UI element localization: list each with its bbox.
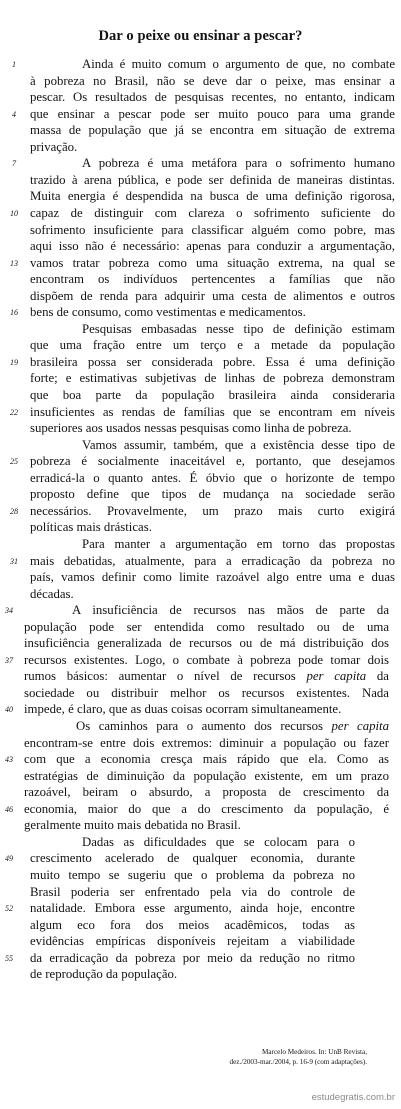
text-line: Muita energia é despendida na busca de uma definição rigorosa,: [30, 189, 395, 204]
text-line: mais debatidas, atualmente, para a erradicação da pobreza no: [30, 553, 395, 568]
text-line: estratégias de diminuição da população existente, em um prazo: [24, 768, 389, 783]
source-line: dez./2003-mar./2004, p. 16-9 (com adaptações).: [229, 1058, 367, 1066]
text-line: da erradicação da pobreza por meio da redução no ritmo: [30, 950, 355, 965]
text-line: dispõem de renda para adquirir uma cesta de alimentos e outros: [30, 288, 395, 303]
line-number: 37: [5, 655, 13, 665]
line-number: 7: [12, 159, 16, 169]
text-line: superiores aos usados nessas pesquisas como linha de pobreza.: [30, 421, 352, 436]
text-line: algum eco fora dos meios acadêmicos, todas as: [30, 917, 355, 932]
text-line: país, vamos definir como limite razoável algo entre uma e duas: [30, 570, 395, 585]
line-number: 16: [10, 308, 18, 318]
text-line: A pobreza é uma metáfora para o sofrimento humano: [82, 156, 395, 171]
text-line: bens de consumo, como vestimentas e medicamentos.: [30, 305, 306, 320]
text-line: muito tempo se sugeriu que o problema da pobreza no: [30, 867, 355, 882]
line-number: 10: [10, 208, 18, 218]
source-citation: [177, 1047, 367, 1067]
text-line: privação.: [30, 139, 78, 154]
text-line: população pode ser entendida como resultado ou de uma: [24, 619, 389, 634]
line-number: 52: [5, 904, 13, 914]
text-line: evidências empíricas disponíveis rejeitam a viabilidade: [30, 934, 355, 949]
line-number: 22: [10, 407, 18, 417]
text-line: que uma fração entre um terço e a metade da população: [30, 338, 395, 353]
text-line: pescar. Os resultados de pesquisas recentes, no entanto, indicam: [30, 90, 395, 105]
text-line: razoável, beiram o absurdo, a proposta de crescimento da: [24, 785, 389, 800]
text-line: economia, maior do que a do crescimento da população, é: [24, 801, 389, 816]
text-line: natalidade. Embora esse argumento, ainda hoje, encontre: [30, 901, 355, 916]
text-line: Vamos assumir, também, que a existência desse tipo de: [82, 437, 395, 452]
text-line: Pesquisas embasadas nesse tipo de definição estimam: [82, 321, 395, 336]
line-number: 55: [5, 953, 13, 963]
text-line: encontram os indivíduos pertencentes a famílias que não: [30, 272, 395, 287]
line-number: 25: [10, 457, 18, 467]
text-line: com que a economia cresça mais rápido que ela. Como as: [24, 752, 389, 767]
text-line: trazido à arena pública, e pode ser definida de maneiras distintas.: [30, 172, 395, 187]
text-line: de reprodução da população.: [30, 967, 178, 982]
text-line: Ainda é muito comum o argumento de que, no combate: [82, 57, 395, 71]
watermark: estudegratis.com.br: [311, 1092, 395, 1103]
text-line: sofrimento insuficiente para classificar alguém como pobre, mas: [30, 222, 395, 237]
source-line: Marcelo Medeiros. In: UnB Revista,: [262, 1048, 367, 1056]
text-line: Para manter a argumentação em torno das propostas: [82, 536, 395, 551]
text-line: recursos existentes. Logo, o combate à pobreza pode tomar dois: [24, 652, 389, 667]
text-line: crescimento acelerado de qualquer economia, durante: [30, 851, 355, 866]
text-line: décadas.: [30, 586, 74, 601]
line-number: 40: [5, 705, 13, 715]
text-line: insuficientes as rendas de famílias que se encontram em níveis: [30, 404, 395, 419]
text-line: rumos básicos: aumentar o nível de recursos per capita da: [24, 669, 389, 684]
text-line: Os caminhos para o aumento dos recursos per capita: [76, 719, 390, 733]
text-line: políticas mais drásticas.: [30, 520, 152, 535]
text-line: proposto define que tipos de mudança na sociedade serão: [30, 487, 395, 502]
text-line: à pobreza no Brasil, não se deve dar o peixe, mas ensinar a: [30, 73, 395, 88]
text-line: que ensinar a pescar pode ser muito pouco para uma grande: [30, 106, 395, 121]
page-title: Dar o peixe ou ensinar a pescar?: [98, 28, 303, 44]
text-line: forte; e estimativas subjetivas de linhas de pobreza demonstram: [30, 371, 395, 386]
text-line: erradicá-la o quanto antes. É óbvio que o horizonte de tempo: [30, 470, 395, 485]
line-number: 4: [12, 109, 16, 119]
line-number: 13: [10, 258, 18, 268]
text-line: brasileira possa ser considerada pobre. Essa é uma definição: [30, 354, 395, 369]
line-number: 49: [5, 854, 13, 864]
text-line: que boa parte da população brasileira ainda consideraria: [30, 388, 395, 402]
text-line: Brasil poderia ser enfrentado pela via do controle de: [30, 884, 355, 899]
text-line: A insuficiência de recursos nas mãos de parte da: [72, 603, 389, 618]
text-line: Dadas as dificuldades que se colocam para o: [82, 834, 355, 849]
text-line: capaz de distinguir com clareza o sofrimento suficiente do: [30, 205, 395, 220]
text-line: vamos tratar pobreza como uma situação extrema, na qual se: [30, 255, 395, 270]
text-line: insuficiência generalizada de recursos ou de má distribuição dos: [24, 636, 389, 651]
text-line: encontram-se entre dois extremos: diminuir a população ou fazer: [24, 735, 389, 750]
line-number: 43: [5, 755, 13, 765]
text-line: impede, é claro, que as duas coisas ocorram simultaneamente.: [24, 702, 342, 717]
line-number: 46: [5, 804, 13, 814]
text-line: sociedade ou distribuir melhor os recursos existentes. Nada: [24, 685, 389, 700]
line-number: 31: [10, 556, 18, 566]
text-line: necessários. Provavelmente, um prazo mais curto exigirá: [30, 503, 395, 518]
line-number: 28: [10, 506, 18, 516]
text-line: massa de população que já se encontra em situação de extrema: [30, 123, 395, 138]
line-number: 19: [10, 357, 18, 367]
text-line: geralmente muito mais debatida no Brasil.: [24, 818, 241, 833]
text-line: pobreza é socialmente inaceitável e, portanto, que desejamos: [30, 454, 395, 469]
text-line: aqui isso não é necessário: apenas para conduzir a argumentação,: [30, 239, 395, 254]
line-number: 34: [5, 606, 13, 616]
line-number: 1: [12, 60, 16, 69]
